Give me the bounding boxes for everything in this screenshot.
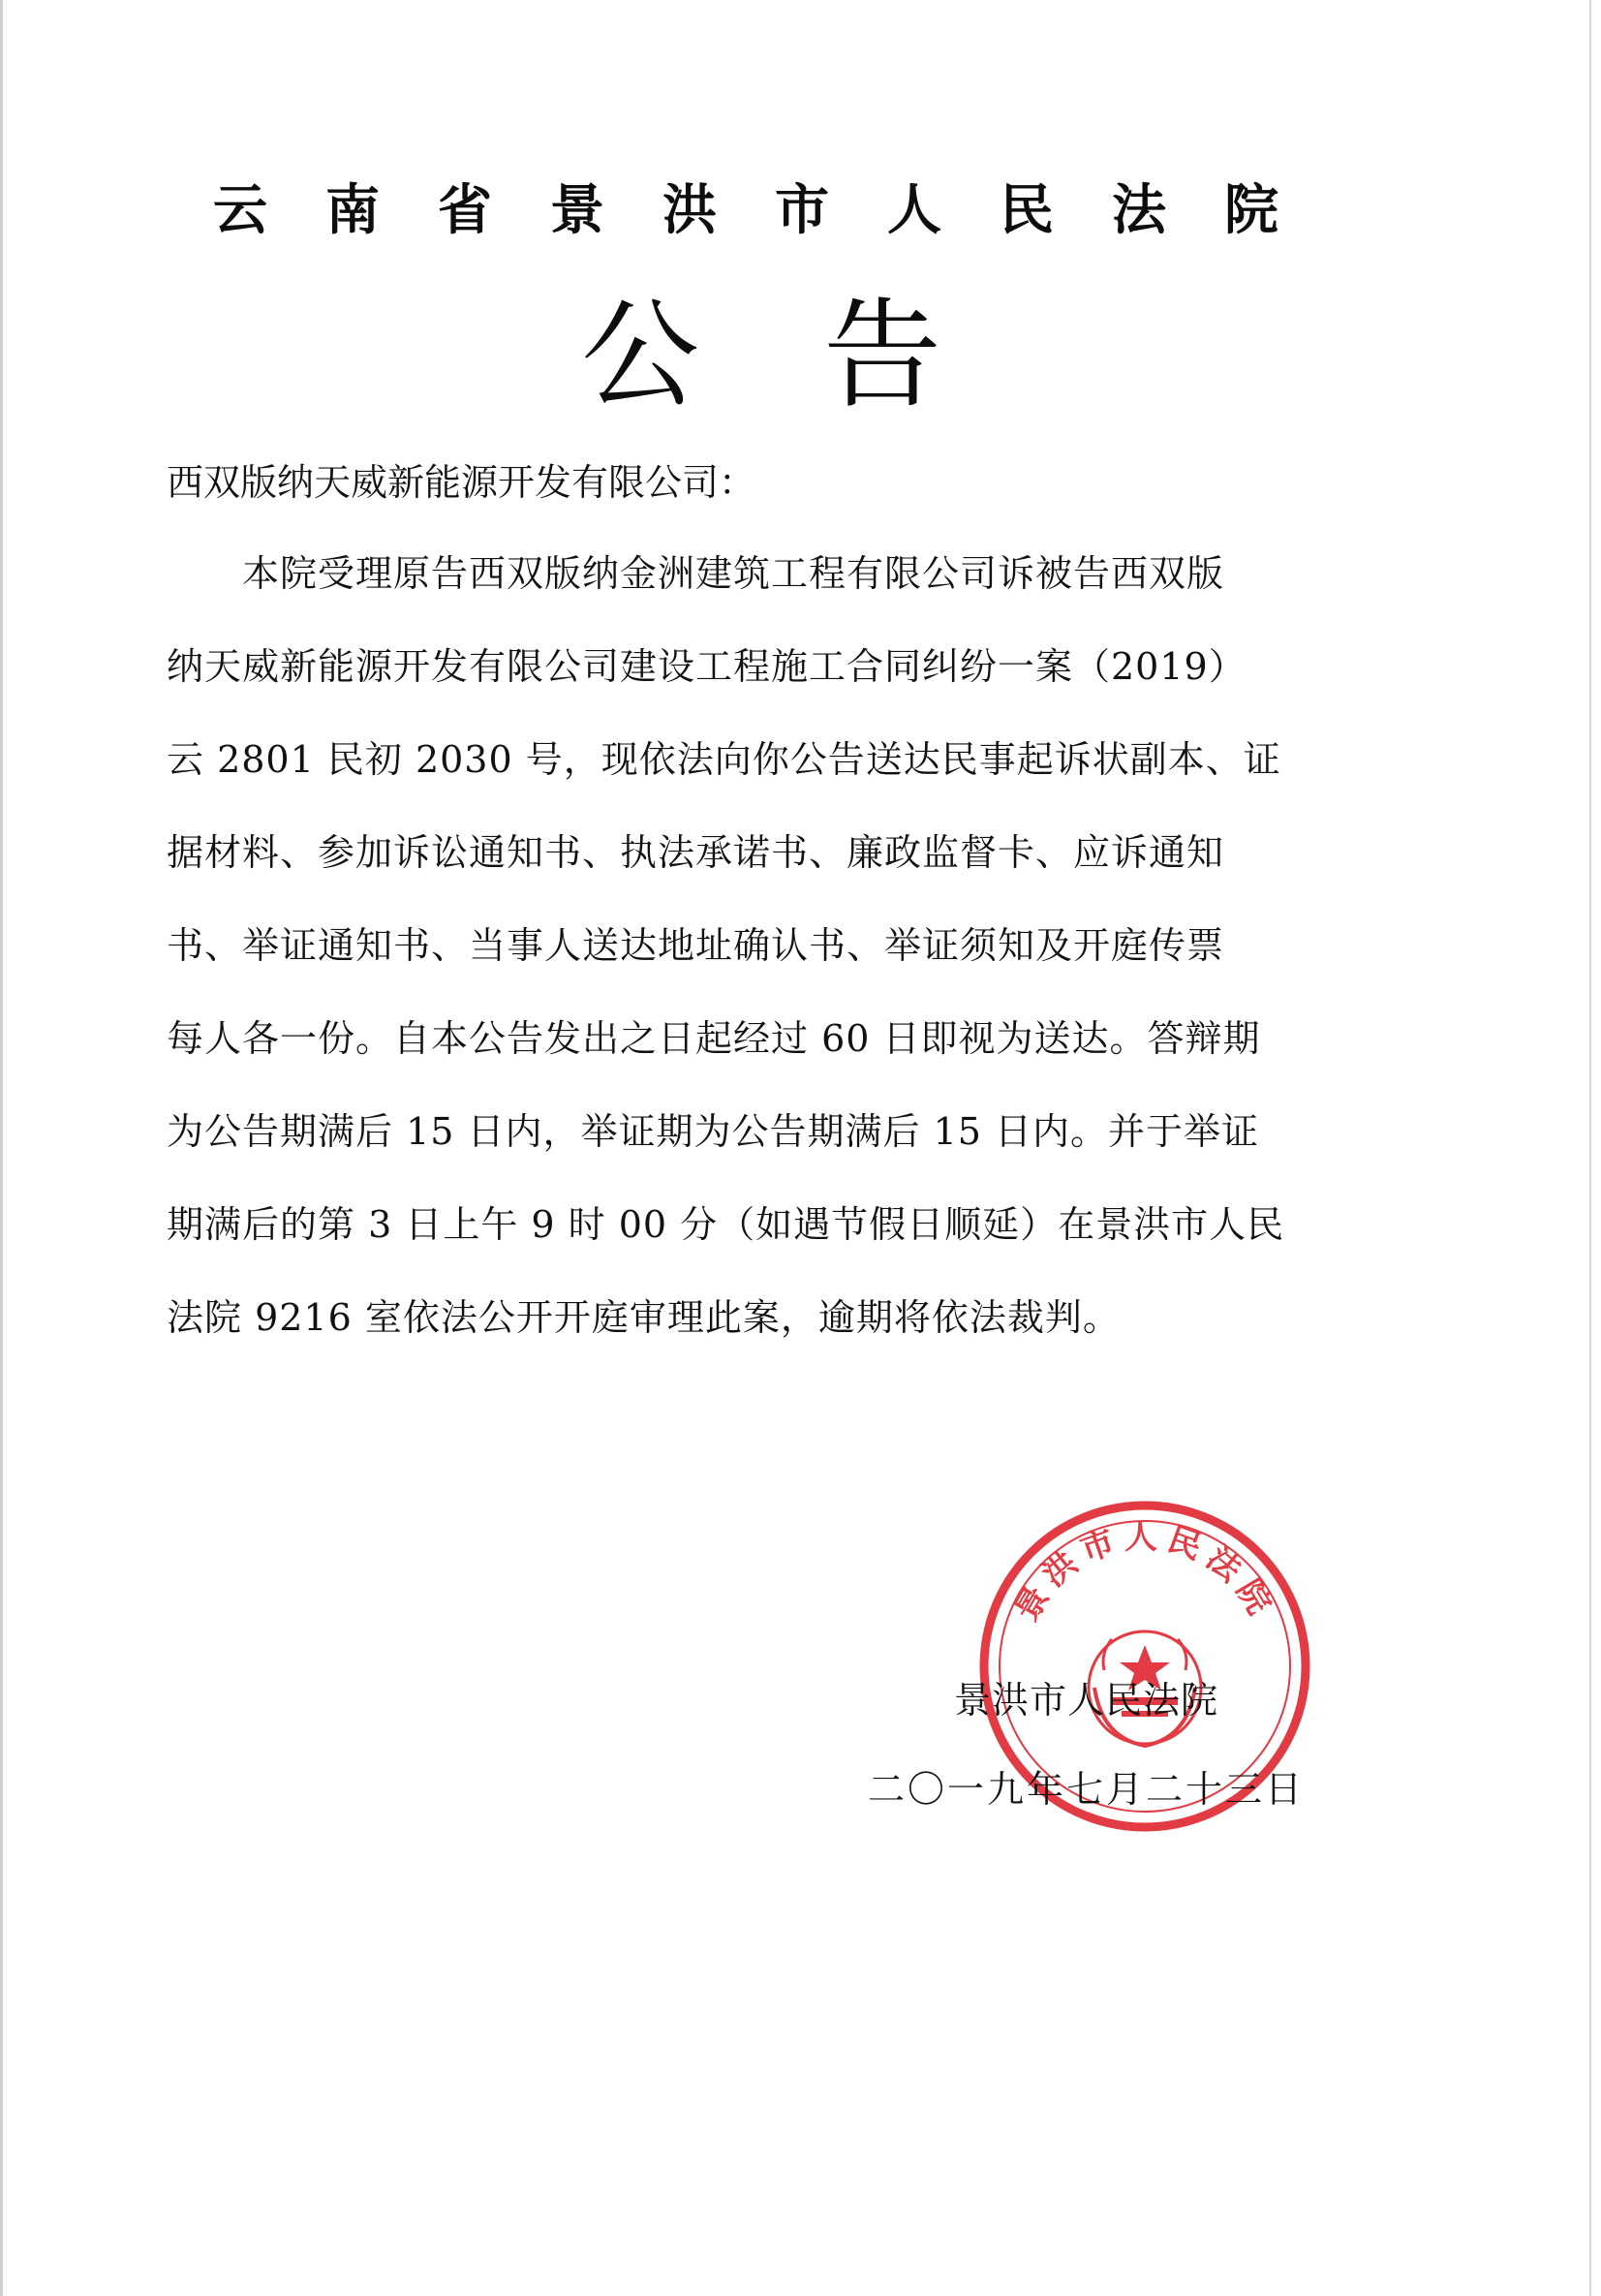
body-line: 法院 9216 室依法公开开庭审理此案，逾期将依法裁判。 [167,1296,1121,1339]
body-line: 书、举证通知书、当事人送达地址确认书、举证须知及开庭传票 [167,924,1225,967]
body-line: 据材料、参加诉讼通知书、执法承诺书、廉政监督卡、应诉通知 [167,831,1225,874]
document-type-heading: 公告 [581,287,1065,424]
addressee: 西双版纳天威新能源开发有限公司： [167,461,756,504]
notice-body [167,544,1397,1381]
body-line: 每人各一份。自本公告发出之日起经过 60 日即视为送达。答辩期 [167,1017,1261,1060]
body-line: 期满后的第 3 日上午 9 时 00 分（如遇节假日顺延）在景洪市人民 [167,1203,1285,1246]
body-line: 纳天威新能源开发有限公司建设工程施工合同纠纷一案（2019） [167,645,1247,688]
body-line: 为公告期满后 15 日内，举证期为公告期满后 15 日内。并于举证 [167,1110,1260,1153]
body-line: 本院受理原告西双版纳金洲建筑工程有限公司诉被告西双版 [242,552,1225,595]
court-title: 云南省景洪市人民法院 [213,179,1337,242]
issue-date: 二〇一九年七月二十三日 [868,1768,1306,1811]
body-line: 云 2801 民初 2030 号，现依法向你公告送达民事起诉状副本、证 [167,738,1281,781]
scan-edge-right [1589,0,1591,2296]
scan-edge-left [0,0,3,2296]
seal-text-path: 景洪市人民法院 [1006,1517,1283,1629]
issuer-signature: 景洪市人民法院 [954,1679,1219,1722]
